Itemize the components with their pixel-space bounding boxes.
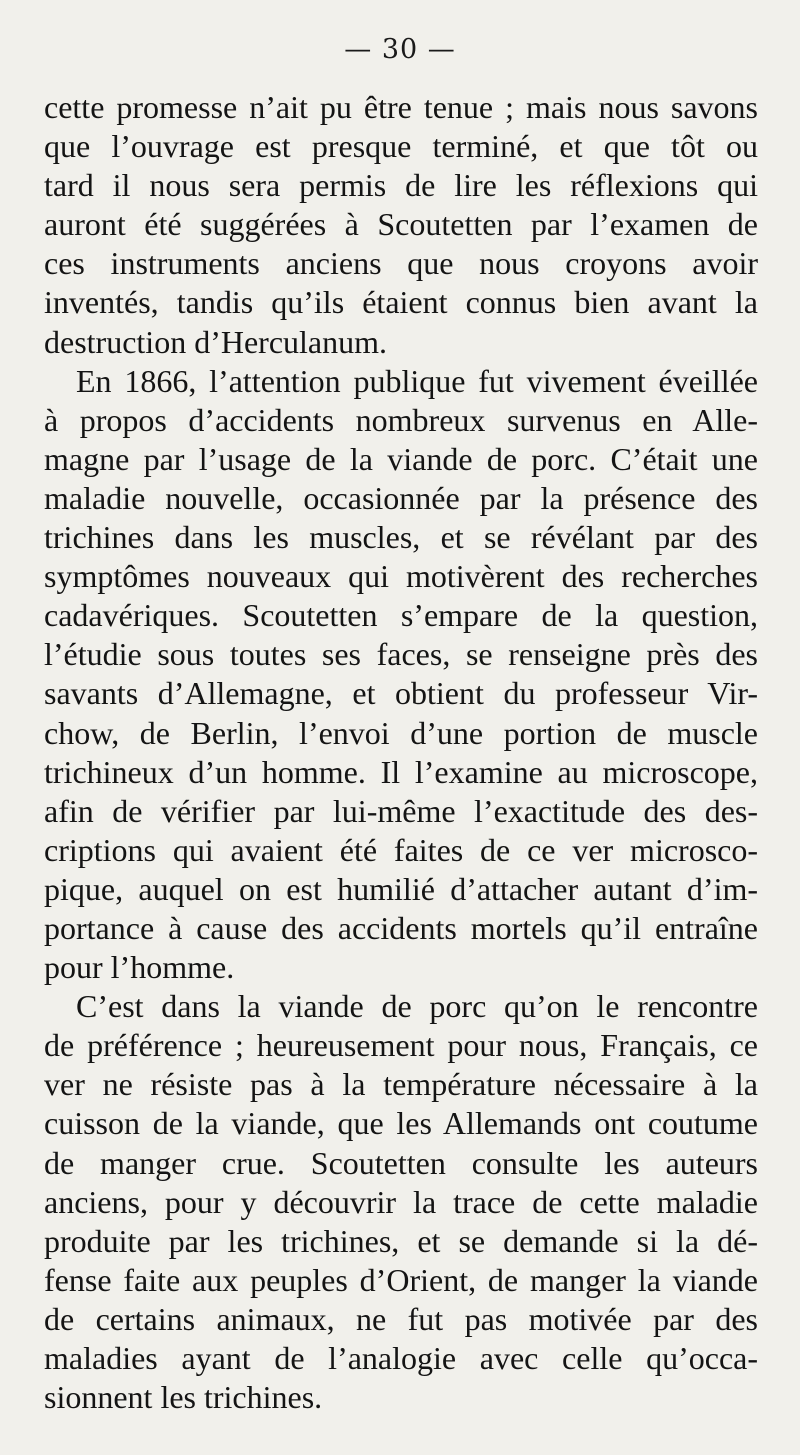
text-line: de manger crue. Scoutetten consulte les auteurs <box>44 1144 758 1181</box>
text-line: cette promesse n’ait pu être tenue ; mais nous savons <box>44 89 758 125</box>
text-line: savants d’Allemagne, et obtient du professeur Vir- <box>44 675 758 712</box>
text-line: tard il nous sera permis de lire les réflexions qui <box>44 167 758 204</box>
text-line: produite par les trichines, et se demande si la dé- <box>44 1222 758 1259</box>
text-line: portance à cause des accidents mortels qu’il entraîne <box>44 909 758 946</box>
text-line: maladies ayant de l’analogie avec celle qu’occa- <box>44 1340 758 1376</box>
text-line: trichineux d’un homme. Il l’examine au microscope, <box>44 753 758 790</box>
text-line: à propos d’accidents nombreux survenus en Alle- <box>44 401 758 438</box>
paragraph-3 <box>44 987 758 1417</box>
body-text <box>44 88 758 1417</box>
text-line: chow, de Berlin, l’envoi d’une portion de muscle <box>44 714 758 751</box>
text-line: ver ne résiste pas à la température nécessaire à la <box>44 1066 758 1103</box>
text-line: C’est dans la viande de porc qu’on le rencontre <box>76 988 758 1025</box>
text-line: de certains animaux, ne fut pas motivée par des <box>44 1300 758 1337</box>
text-line: En 1866, l’attention publique fut vivement éveillée <box>76 362 758 399</box>
text-line: que l’ouvrage est presque terminé, et que tôt ou <box>44 128 758 165</box>
text-line: fense faite aux peuples d’Orient, de manger la viande <box>44 1261 758 1298</box>
text-line: de préférence ; heureusement pour nous, Français, ce <box>44 1027 758 1064</box>
text-line: pique, auquel on est humilié d’attacher autant d’im- <box>44 870 758 907</box>
paragraph-1 <box>44 88 758 362</box>
text-line: anciens, pour y découvrir la trace de cette maladie <box>44 1183 758 1220</box>
text-line: criptions qui avaient été faites de ce ver microsco- <box>44 831 758 868</box>
text-line: maladie nouvelle, occasionnée par la présence des <box>44 479 758 516</box>
text-line: destruction d’Herculanum. <box>44 323 387 360</box>
text-line: symptômes nouveaux qui motivèrent des recherches <box>44 558 758 595</box>
text-line: cadavériques. Scoutetten s’empare de la question, <box>44 597 758 634</box>
text-line: cuisson de la viande, que les Allemands ont coutume <box>44 1105 758 1142</box>
text-line: l’étudie sous toutes ses faces, se renseigne près des <box>44 636 758 673</box>
text-line: ces instruments anciens que nous croyons avoir <box>44 245 758 282</box>
text-line: magne par l’usage de la viande de porc. C’était une <box>44 440 758 477</box>
text-line: sionnent les trichines. <box>44 1379 323 1416</box>
paragraph-2 <box>44 362 758 988</box>
text-line: trichines dans les muscles, et se révélant par des <box>44 519 758 556</box>
text-line: afin de vérifier par lui-même l’exactitude des des- <box>44 792 758 829</box>
text-line: pour l’homme. <box>44 949 235 986</box>
text-line: inventés, tandis qu’ils étaient connus bien avant la <box>44 284 758 321</box>
page-number: — 30 — <box>344 34 456 65</box>
text-line: auront été suggérées à Scoutetten par l’examen de <box>44 206 758 243</box>
